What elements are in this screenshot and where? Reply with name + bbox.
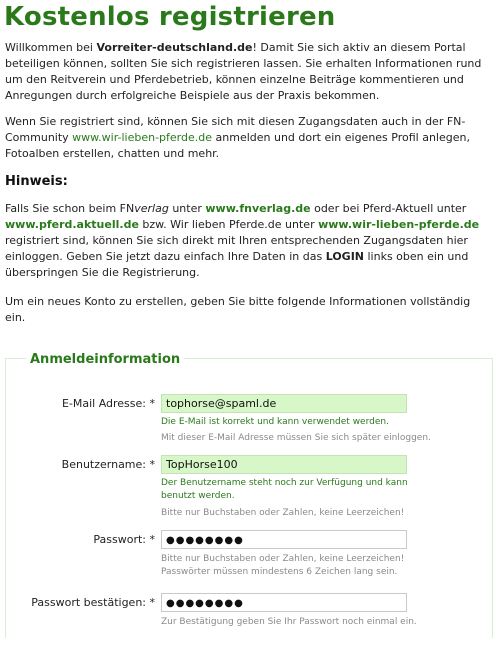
password-confirm-label: Passwort bestätigen: * [31, 596, 155, 609]
link-wir-lieben-pferde-hint[interactable]: www.wir-lieben-pferde.de [318, 218, 480, 231]
password-label: Passwort: * [93, 533, 155, 546]
username-field[interactable]: TopHorse100 [161, 455, 407, 474]
username-status-message: Der Benutzername steht noch zur Verfügung und kann benutzt werden. [161, 478, 408, 501]
username-label: Benutzername: * [61, 458, 155, 471]
link-pferd-aktuell[interactable]: www.pferd.aktuell.de [5, 218, 139, 231]
hint-paragraph: Falls Sie schon beim FNverlag unter www.fnverlag.de oder bei Pferd-Aktuell unter www.pferd.aktuell.de bzw. Wir lieben Pferde.de unter www.wir-lieben-pferde.de registriert sind, können Sie sich direkt mit Ihren entsprechenden Zugangsdaten hier einloggen. Geben Sie jetzt dazu einfach Ihre Daten in das LOGIN links oben ein und überspringen Sie die Registrierung. [5, 202, 480, 279]
email-field[interactable]: tophorse@spaml.de [161, 394, 407, 413]
link-wir-lieben-pferde[interactable]: www.wir-lieben-pferde.de [72, 131, 213, 144]
password-confirm-help-text: Zur Bestätigung geben Sie Ihr Passwort noch einmal ein. [161, 617, 417, 627]
hint-heading: Hinweis: [5, 174, 68, 189]
email-label: E-Mail Adresse: * [61, 397, 155, 410]
password-field[interactable]: ●●●●●●●● [161, 530, 407, 549]
password-confirm-field[interactable]: ●●●●●●●● [161, 593, 407, 612]
email-status-message: Die E-Mail ist korrekt und kann verwendet werden. [161, 417, 389, 427]
site-name: Vorreiter-deutschland.de [96, 41, 253, 54]
login-keyword: LOGIN [325, 250, 364, 263]
email-help-text: Mit dieser E-Mail Adresse müssen Sie sich später einloggen. [161, 433, 431, 443]
password-help-text: Bitte nur Buchstaben oder Zahlen, keine Leerzeichen! Passwörter müssen mindestens 6 Zeichen lang sein. [161, 554, 405, 577]
link-fnverlag[interactable]: www.fnverlag.de [205, 202, 311, 215]
intro-paragraph: Willkommen bei Vorreiter-deutschland.de! Damit Sie sich aktiv an diesem Portal beteiligen können, sollten Sie sich registrieren lassen. Sie erhalten Informationen rund um den Reitverein und Pferdebetrieb, können einzelne Beiträge kommentieren und Anregungen durch erfolgreiche Beispiele aus der Praxis bekommen. [5, 41, 482, 102]
fieldset-legend: Anmeldeinformation [26, 352, 184, 367]
page-title: Kostenlos registrieren [4, 2, 336, 32]
username-help-text: Bitte nur Buchstaben oder Zahlen, keine Leerzeichen! [161, 508, 405, 518]
outro-paragraph: Um ein neues Konto zu erstellen, geben Sie bitte folgende Informationen vollständig ein. [5, 295, 471, 324]
community-paragraph: Wenn Sie registriert sind, können Sie sich mit diesen Zugangsdaten auch in der FN-Community www.wir-lieben-pferde.de anmelden und dort ein eigenes Profil anlegen, Fotoalben erstellen, chatten und mehr. [5, 115, 470, 160]
